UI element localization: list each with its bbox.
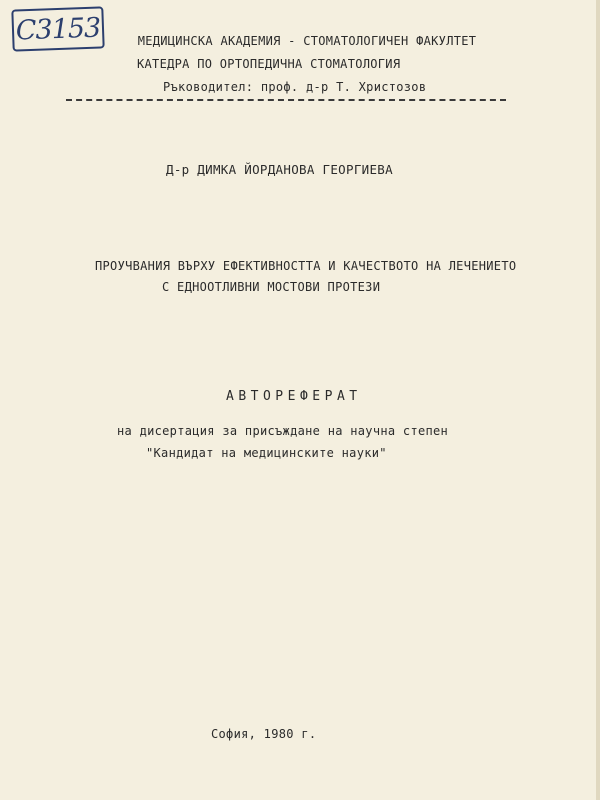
description-line-2: "Кандидат на медицинските науки" <box>146 446 387 460</box>
place-and-year: София, 1980 г. <box>211 727 317 741</box>
header-institution: МЕДИЦИНСКА АКАДЕМИЯ - СТОМАТОЛОГИЧЕН ФАКУЛТЕТ <box>137 34 477 48</box>
header-divider <box>66 99 506 101</box>
stamp-code: С3153 <box>15 12 101 46</box>
title-line-1: ПРОУЧВАНИЯ ВЪРХУ ЕФЕКТИВНОСТТА И КАЧЕСТВОТО НА ЛЕЧЕНИЕТО <box>95 259 517 273</box>
header-department: КАТЕДРА ПО ОРТОПЕДИЧНА СТОМАТОЛОГИЯ <box>137 57 401 71</box>
author-name: Д-р ДИМКА ЙОРДАНОВА ГЕОРГИЕВА <box>166 162 393 177</box>
description-line-1: на дисертация за присъждане на научна степен <box>117 424 449 438</box>
document-type: АВТОРЕФЕРАТ <box>226 389 362 404</box>
page-edge <box>596 0 600 800</box>
library-stamp <box>11 6 104 51</box>
title-line-2: С ЕДНООТЛИВНИ МОСТОВИ ПРОТЕЗИ <box>162 280 381 294</box>
header-supervisor: Ръководител: проф. д-р Т. Христозов <box>163 80 427 94</box>
